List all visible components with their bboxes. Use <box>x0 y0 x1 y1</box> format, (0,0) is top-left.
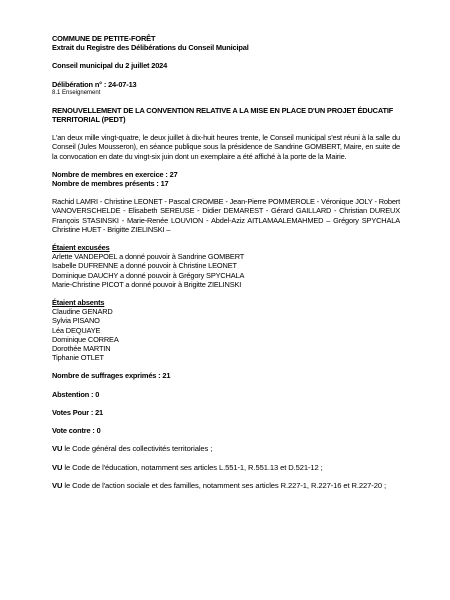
excused-item: Dominique DAUCHY a donné pouvoir à Grégory SPYCHALA <box>52 270 245 280</box>
vu-clause <box>52 481 400 490</box>
excused-item: Isabelle DUFRENNE a donné pouvoir à Christine LEONET <box>52 261 237 271</box>
intro-paragraph: L'an deux mille vingt-quatre, le deux juillet à dix-huit heures trente, le Conseil municipal s'est réuni à la salle du Conseil (Jules Mousseron), en séance publique sous la présidence de Sandrine GOMBERT, Maire, en suite de la convocation en date du vingt-six juin dont un exemplaire a été affiché à la porte de la Mairie. <box>52 133 400 161</box>
vu-prefix: VU <box>52 444 63 454</box>
vu-prefix: VU <box>52 462 63 472</box>
excused-item: Marie-Christine PICOT a donné pouvoir à Brigitte ZIELINSKI <box>52 279 242 289</box>
deliberation-category: 8.1 Enseignement <box>52 89 101 96</box>
vu-text: le Code de l'éducation, notamment ses articles L.551-1, R.551.13 et D.521-12 ; <box>62 462 323 472</box>
present-members-list: Rachid LAMRI - Christine LEONET - Pascal CROMBE - Jean-Pierre POMMEROLE - Véronique JOLY - Robert VANOVERSCHELDE - Elisabeth SEREUSE - Didier DEMAREST - Gérard GAILLARD - Christian DUREUX François STASINSKI - Marie-Renée LOUVION - Abdel-Aziz AITLAMAALEMAHMED – Grégory SPYCHALA Christine HUET - Brigitte ZIELINSKI – <box>52 197 400 234</box>
deliberation-title: RENOUVELLEMENT DE LA CONVENTION RELATIVE A LA MISE EN PLACE D'UN PROJET ÉDUCATIF TERRITORIAL (PEDT) <box>52 105 394 125</box>
votes-for: Votes Pour : 21 <box>52 407 104 417</box>
commune-name: COMMUNE DE PETITE-FORÊT <box>52 34 156 43</box>
vu-text: le Code général des collectivités territoriales ; <box>62 444 213 454</box>
votes-abstention: Abstention : 0 <box>52 389 100 399</box>
document-body <box>52 34 400 491</box>
absent-item: Claudine GENARD <box>52 307 113 317</box>
absent-item: Dorothée MARTIN <box>52 344 111 354</box>
vu-text: le Code de l'action sociale et des familles, notamment ses articles R.227-1, R.227-16 et R.227-20 ; <box>62 481 386 491</box>
absent-item: Dominique CORREA <box>52 334 119 344</box>
excused-heading: Étaient excusées <box>52 243 110 253</box>
deliberation-number: Délibération n° : 24-07-13 <box>52 79 137 89</box>
members-in-office: Nombre de membres en exercice : 27 <box>52 169 178 179</box>
absent-item: Tiphanie OTLET <box>52 353 104 363</box>
votes-expressed: Nombre de suffrages exprimés : 21 <box>52 371 171 381</box>
votes-against: Vote contre : 0 <box>52 426 101 436</box>
absent-item: Sylvia PISANO <box>52 316 100 326</box>
excused-item: Arlette VANDEPOEL a donné pouvoir à Sandrine GOMBERT <box>52 252 245 262</box>
vu-clause <box>52 463 400 472</box>
register-extract: Extrait du Registre des Délibérations du Conseil Municipal <box>52 43 249 53</box>
absent-item: Léa DEQUAYE <box>52 325 101 335</box>
vu-clause <box>52 444 400 453</box>
session-date: Conseil municipal du 2 juillet 2024 <box>52 61 168 71</box>
vu-prefix: VU <box>52 481 63 491</box>
members-present: Nombre de membres présents : 17 <box>52 179 169 189</box>
absent-heading: Étaient absents <box>52 298 105 308</box>
